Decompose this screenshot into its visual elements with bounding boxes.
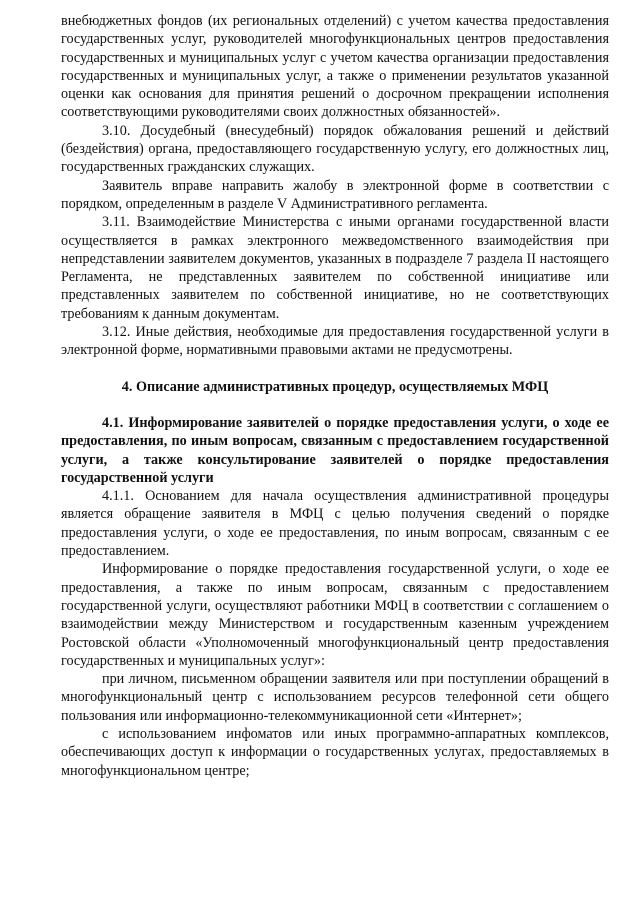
document-page	[61, 12, 609, 780]
paragraph-4-1-1: 4.1.1. Основанием для начала осуществления административной процедуры является обращение заявителя в МФЦ с целью получения сведений о порядке предоставления услуги, о ходе ее предоставления, по иным вопросам, связанным с ее предоставлением.	[61, 488, 609, 560]
paragraph-infomats: с использованием инфоматов или иных программно-аппаратных комплексов, обеспечивающих доступ к информации о государственных услугах, предоставляемых в многофункциональном центре;	[61, 725, 609, 779]
paragraph-complaint: Заявитель вправе направить жалобу в электронной форме в соответствии с порядком, определенным в разделе V Административного регламента.	[61, 177, 609, 212]
paragraph-personal-request: при личном, письменном обращении заявителя или при поступлении обращений в многофункциональный центр с использованием ресурсов телефонной сети общего пользования или информационно-телекоммуникационной сети «Интернет»;	[61, 671, 609, 724]
paragraph-3-10: 3.10. Досудебный (внесудебный) порядок обжалования решений и действий (бездействия) органа, предоставляющего государственную услугу, его должностных лиц, государственных гражданских служащих.	[61, 122, 609, 176]
paragraph-continuation: внебюджетных фондов (их региональных отделений) с учетом качества предоставления государственных услуг, руководителей многофункциональных центров предоставления государственных и муниципальных услуг с учетом качества организации предоставления государственных и муниципальных услуг, а также о применении результатов указанной оценки как основания для принятия решений о досрочном прекращении исполнения соответствующими руководителями своих должностных обязанностей».	[61, 13, 609, 121]
paragraph-3-11: 3.11. Взаимодействие Министерства с иными органами государственной власти осуществляется в рамках электронного межведомственного взаимодействия при непредставлении заявителем документов, указанных в подразделе 7 раздела II настоящего Регламента, не представленных заявителем по собственной инициативе или представленных заявителем по собственной инициативе, но не соответствующих требованиям к данным документам.	[61, 214, 609, 322]
paragraph-3-12: 3.12. Иные действия, необходимые для предоставления государственной услуги в электронной форме, нормативными правовыми актами не предусмотрены.	[61, 324, 609, 359]
section-heading: 4. Описание административных процедур, осуществляемых МФЦ	[121, 378, 549, 395]
subsection-heading: 4.1. Информирование заявителей о порядке предоставления услуги, о ходе ее предоставления, по иным вопросам, связанным с предоставлением государственной услуги, а также консультирование заявителей о порядке предоставления государственной услуги	[61, 414, 609, 486]
paragraph-informing: Информирование о порядке предоставления государственной услуги, о ходе ее предоставления, а также по иным вопросам, связанным с предоставлением государственной услуги, осуществляют работники МФЦ в соответствии с соглашением о взаимодействии между Министерством и государственным казенным учреждением Ростовской области «Уполномоченный многофункциональный центр предоставления государственных и муниципальных услуг»:	[61, 561, 609, 669]
